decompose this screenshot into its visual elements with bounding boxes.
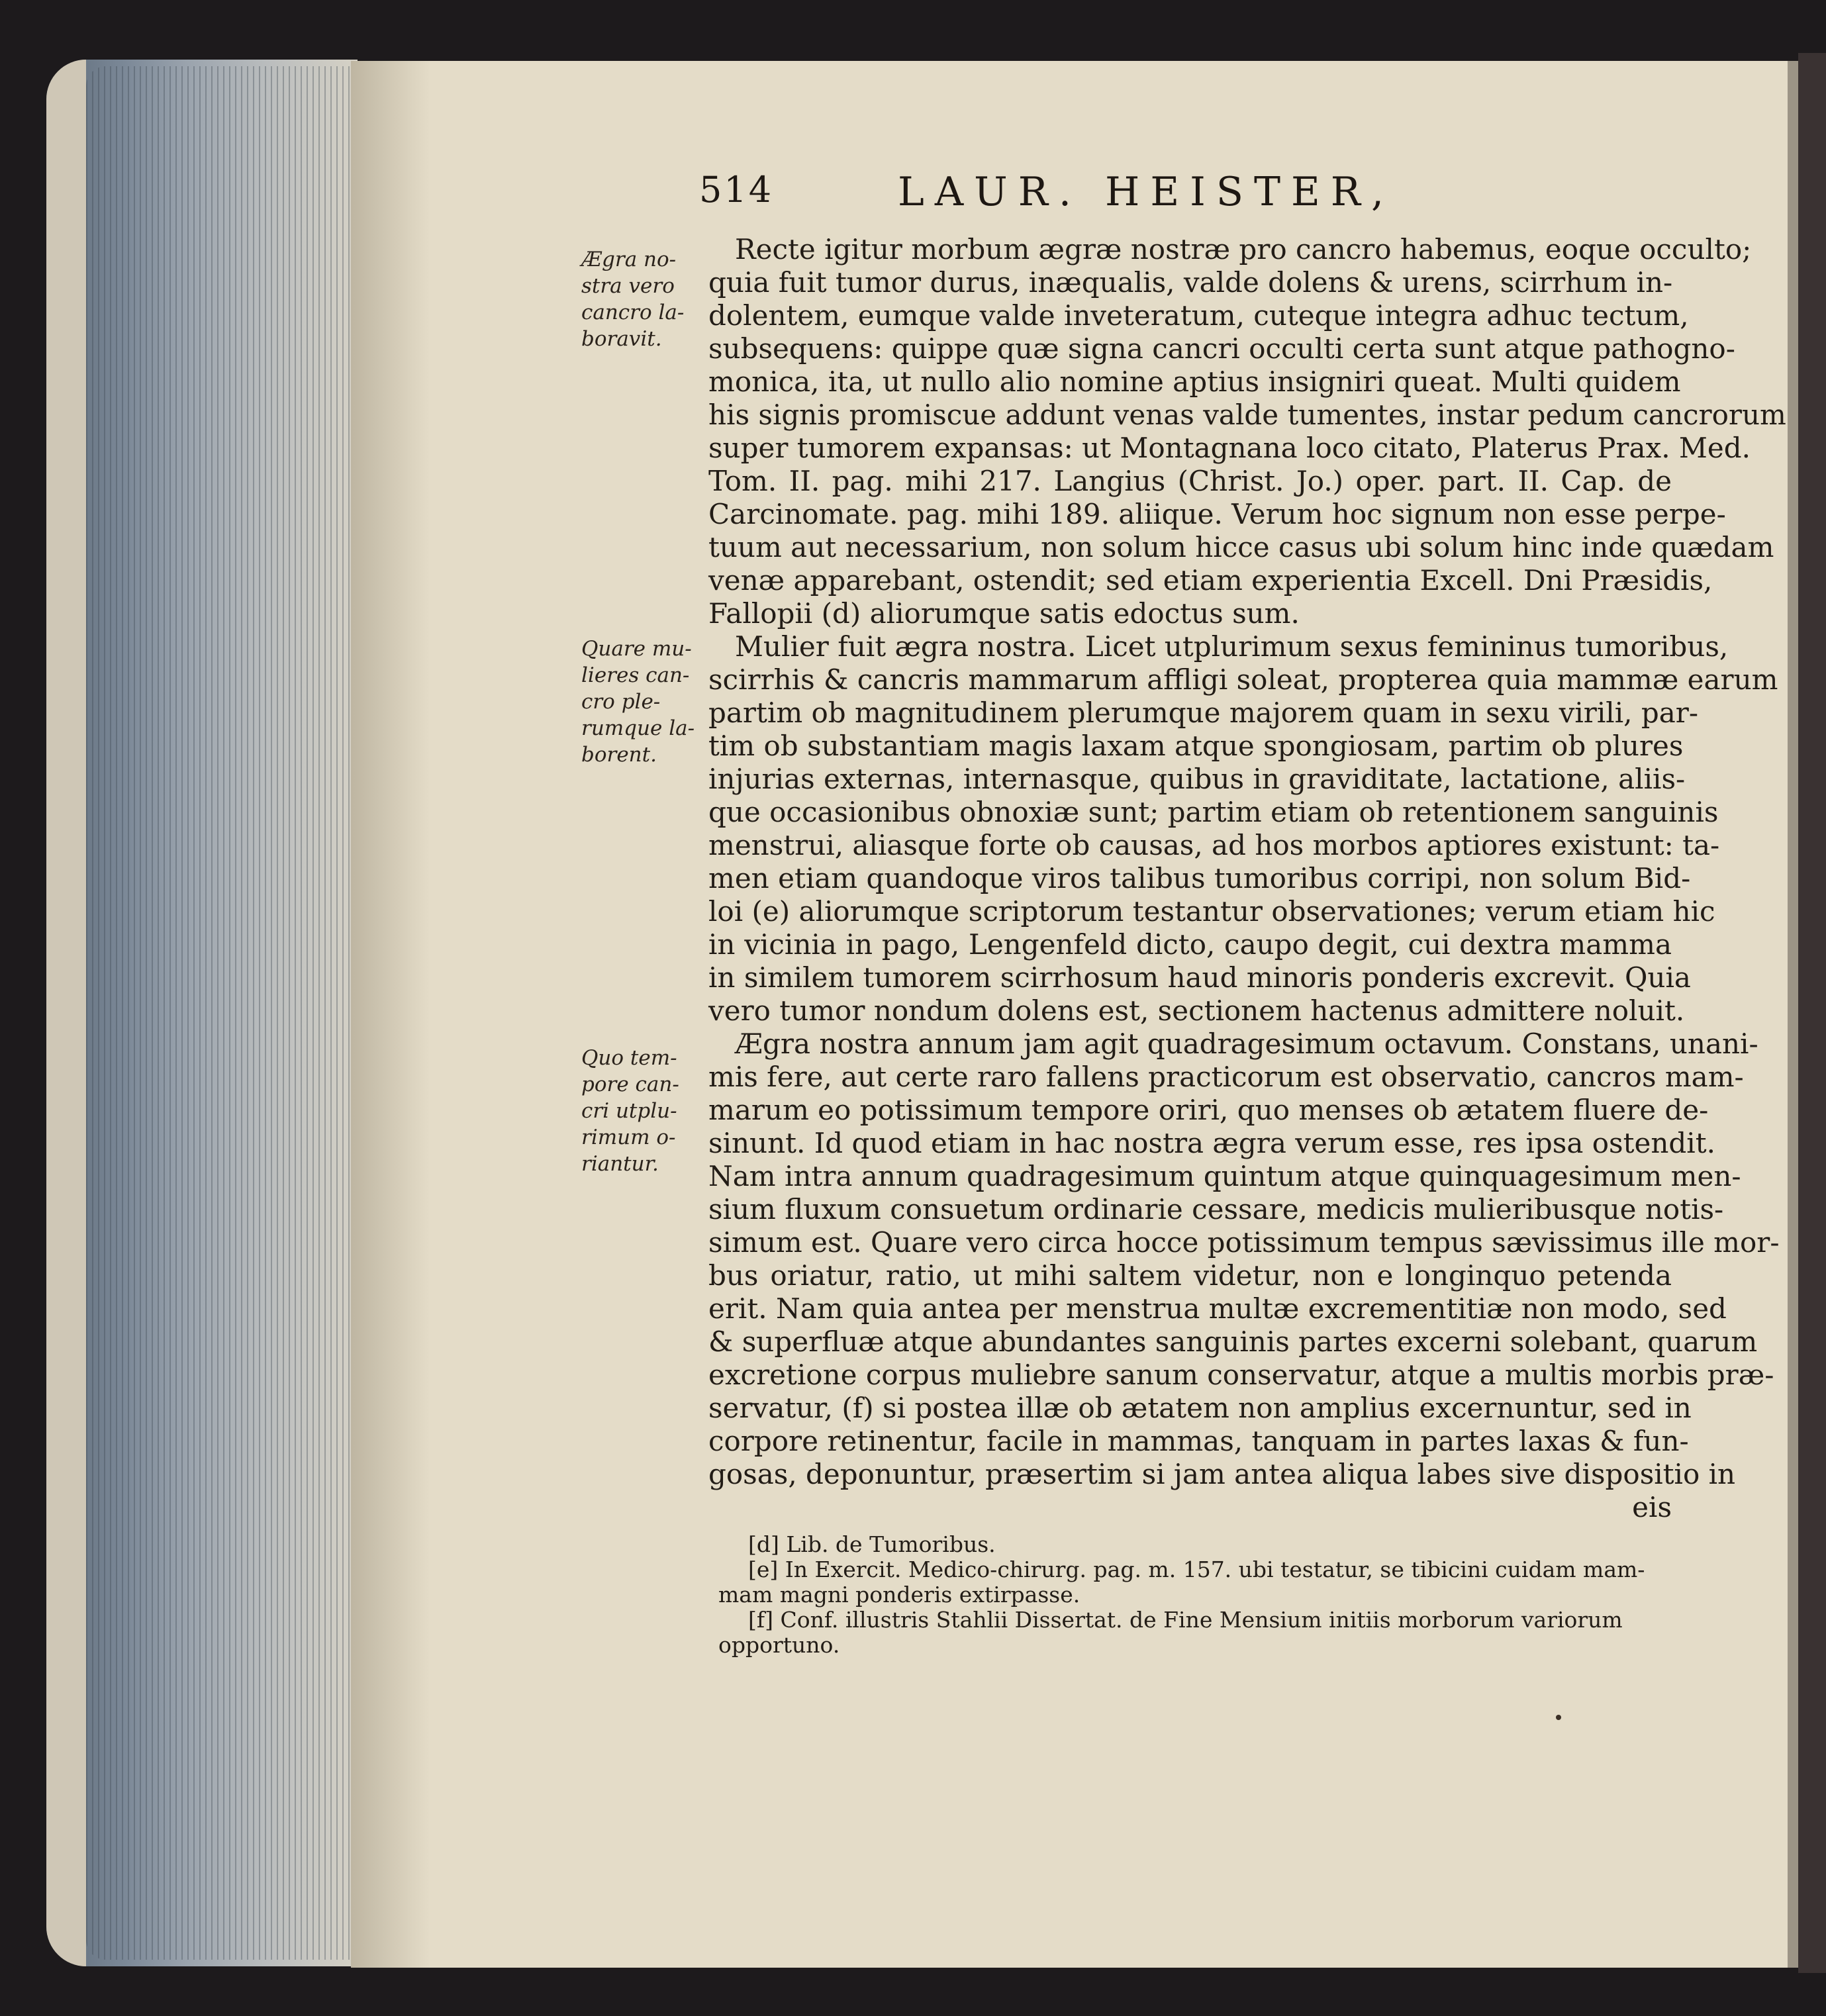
text-line: in vicinia in pago, Lengenfeld dicto, caupo degit, cui dextra mamma bbox=[708, 928, 1672, 961]
text-line: loi (e) aliorumque scriptorum testantur observationes; verum etiam hic bbox=[708, 895, 1715, 928]
text-line: injurias externas, internasque, quibus in graviditate, lactatione, aliis- bbox=[708, 763, 1686, 795]
text-line: partim ob magnitudinem plerumque majorem quam in sexu virili, par- bbox=[708, 696, 1699, 729]
text-line: venæ apparebant, ostendit; sed etiam experientia Excell. Dni Præsidis, bbox=[708, 564, 1713, 597]
text-line: super tumorem expansas: ut Montagnana loco citato, Platerus Prax. Med. bbox=[708, 432, 1751, 464]
text-line: quia fuit tumor durus, inæqualis, valde dolens & urens, scirrhum in- bbox=[708, 266, 1673, 299]
text-line: Ægra nostra annum jam agit quadragesimum octavum. Constans, unani- bbox=[735, 1028, 1758, 1060]
page-number: 514 bbox=[699, 169, 774, 211]
text-line: tim ob substantiam magis laxam atque spongiosam, partim ob plures bbox=[708, 730, 1684, 762]
text-line: scirrhis & cancris mammarum affligi soleat, propterea quia mammæ earum bbox=[708, 663, 1778, 696]
text-line: servatur, (f) si postea illæ ob ætatem non amplius excernuntur, sed in bbox=[708, 1392, 1692, 1424]
footnote-line: [f] Conf. illustris Stahlii Dissertat. de Fine Mensium initiis morborum variorum bbox=[748, 1607, 1623, 1633]
footnote-line: [d] Lib. de Tumoribus. bbox=[748, 1531, 996, 1557]
margin-note-1: Ægra no- stra vero cancro la- boravit. bbox=[581, 248, 685, 351]
text-line: simum est. Quare vero circa hocce potissimum tempus sævissimus ille mor- bbox=[708, 1226, 1780, 1259]
text-line: tuum aut necessarium, non solum hicce casus ubi solum hinc inde quædam bbox=[708, 531, 1774, 563]
text-line: subsequens: quippe quæ signa cancri occulti certa sunt atque pathogno- bbox=[708, 332, 1735, 365]
text-line: monica, ita, ut nullo alio nomine aptius insigniri queat. Multi quidem bbox=[708, 365, 1681, 398]
ink-speck bbox=[1556, 1715, 1561, 1720]
margin-note-3: Quo tem- pore can- cri utplu- rimum o- riantur. bbox=[581, 1046, 679, 1176]
text-line: sinunt. Id quod etiam in hac nostra ægra verum esse, res ipsa ostendit. bbox=[708, 1127, 1715, 1159]
text-line: dolentem, eumque valde inveteratum, cuteque integra adhuc tectum, bbox=[708, 299, 1689, 332]
gutter-shadow bbox=[351, 61, 430, 1968]
text-line: excretione corpus muliebre sanum conservatur, atque a multis morbis præ- bbox=[708, 1359, 1774, 1391]
text-line: Mulier fuit ægra nostra. Licet utplurimum sexus femininus tumoribus, bbox=[735, 630, 1729, 663]
text-line: men etiam quandoque viros talibus tumoribus corripi, non solum Bid- bbox=[708, 862, 1691, 894]
right-background-strip bbox=[1798, 53, 1826, 1973]
book-page-edge-lines bbox=[86, 66, 358, 1960]
text-line: corpore retinentur, facile in mammas, tanquam in partes laxas & fun- bbox=[708, 1425, 1689, 1457]
text-line: gosas, deponuntur, præsertim si jam antea aliqua labes sive dispositio in bbox=[708, 1458, 1736, 1490]
text-line: que occasionibus obnoxiæ sunt; partim etiam ob retentionem sanguinis bbox=[708, 796, 1719, 828]
text-line: Fallopii (d) aliorumque satis edoctus sum. bbox=[708, 597, 1300, 630]
text-line: Tom. II. pag. mihi 217. Langius (Christ. Jo.) oper. part. II. Cap. de bbox=[708, 465, 1672, 497]
text-line: Nam intra annum quadragesimum quintum atque quinquagesimum men- bbox=[708, 1160, 1741, 1192]
footnote-line: opportuno. bbox=[718, 1632, 840, 1658]
book-cover-edge bbox=[46, 60, 86, 1966]
text-line: bus oriatur, ratio, ut mihi saltem videtur, non e longinquo petenda bbox=[708, 1259, 1672, 1292]
catchword: eis bbox=[1632, 1491, 1672, 1523]
text-line: vero tumor nondum dolens est, sectionem hactenus admittere noluit. bbox=[708, 994, 1685, 1027]
text-line: Recte igitur morbum ægræ nostræ pro cancro habemus, eoque occulto; bbox=[735, 233, 1752, 265]
right-page-strip bbox=[1788, 61, 1798, 1968]
footnote-line: mam magni ponderis extirpasse. bbox=[718, 1582, 1081, 1608]
text-line: in similem tumorem scirrhosum haud minoris ponderis excrevit. Quia bbox=[708, 961, 1691, 994]
text-line: menstrui, aliasque forte ob causas, ad hos morbos aptiores existunt: ta- bbox=[708, 829, 1720, 861]
text-line: marum eo potissimum tempore oriri, quo menses ob ætatem fluere de- bbox=[708, 1094, 1709, 1126]
page-header bbox=[699, 169, 1659, 228]
text-line: sium fluxum consuetum ordinarie cessare, medicis mulieribusque notis- bbox=[708, 1193, 1724, 1225]
running-head: LAUR. HEISTER, bbox=[898, 169, 1395, 215]
footnote-line: [e] In Exercit. Medico-chirurg. pag. m. 157. ubi testatur, se tibicini cuidam mam- bbox=[748, 1557, 1645, 1582]
text-line: mis fere, aut certe raro fallens practicorum est observatio, cancros mam- bbox=[708, 1061, 1744, 1093]
text-line: his signis promiscue addunt venas valde tumentes, instar pedum cancrorum bbox=[708, 399, 1786, 431]
margin-note-2: Quare mu- lieres can- cro ple- rumque la- borent. bbox=[581, 637, 695, 767]
text-line: & superfluæ atque abundantes sanguinis partes excerni solebant, quarum bbox=[708, 1325, 1758, 1358]
text-line: erit. Nam quia antea per menstrua multæ excrementitiæ non modo, sed bbox=[708, 1292, 1727, 1325]
text-line: Carcinomate. pag. mihi 189. aliique. Verum hoc signum non esse perpe- bbox=[708, 498, 1726, 530]
